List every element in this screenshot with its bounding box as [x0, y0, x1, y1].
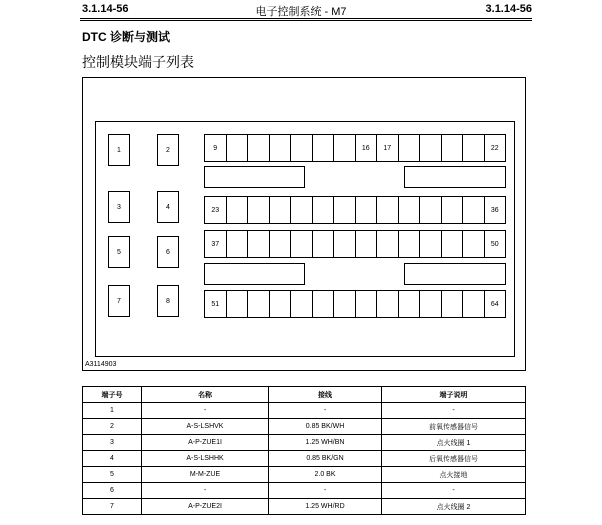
cell-name: -: [142, 403, 269, 419]
pin-cell: [442, 197, 464, 223]
pin-cell: [356, 231, 378, 257]
pin-cell: [442, 231, 464, 257]
pin-cell: [399, 197, 421, 223]
terminal-table: [82, 386, 526, 515]
pin-row-23-36: [204, 196, 506, 224]
table-header-row: [83, 387, 526, 403]
pin-22: 22: [490, 144, 499, 152]
col-header-terminal: 端子号: [83, 387, 142, 403]
pin-cell: [420, 291, 442, 317]
connector-figure: [82, 77, 526, 371]
cell-description: -: [382, 403, 526, 419]
keying-rib-right-upper: [404, 166, 506, 188]
cell-description: 点火线圈 2: [382, 499, 526, 515]
cell-description: -: [382, 483, 526, 499]
pin-1: 1: [108, 134, 130, 166]
pin-cell: [227, 231, 249, 257]
cell-name: A-P-ZUE1I: [142, 435, 269, 451]
cell-name: A-S-LSHHK: [142, 451, 269, 467]
pin-cell: [399, 291, 421, 317]
cell-wire: 1.25 WH/RD: [269, 499, 382, 515]
pin-cell: [399, 231, 421, 257]
pin-64: 64: [490, 300, 499, 308]
pin-cell: [377, 291, 399, 317]
pin-cell: [291, 135, 313, 161]
pin-cell: [313, 135, 335, 161]
cell-name: A-P-ZUE2I: [142, 499, 269, 515]
pin-6: 6: [157, 236, 179, 268]
pin-cell: [334, 197, 356, 223]
figure-title: 控制模块端子列表: [82, 55, 194, 71]
pin-row-9-22: [204, 134, 506, 162]
pin-cell: [270, 197, 292, 223]
pin-cell: [313, 291, 335, 317]
cell-wire: 0.85 BK/GN: [269, 451, 382, 467]
cell-wire: -: [269, 483, 382, 499]
cell-wire: 2.0 BK: [269, 467, 382, 483]
cell-terminal: 4: [83, 451, 142, 467]
header-rule-2: [80, 20, 532, 21]
table-row: [83, 499, 526, 515]
cell-description: 点火接地: [382, 467, 526, 483]
pin-cell: [420, 231, 442, 257]
table-row: [83, 419, 526, 435]
page-number-right: 3.1.14-56: [485, 3, 532, 15]
cell-terminal: 2: [83, 419, 142, 435]
table-row: [83, 403, 526, 419]
cell-description: 后氧传感器信号: [382, 451, 526, 467]
pin-cell: [442, 135, 464, 161]
table-row: [83, 483, 526, 499]
pin-8: 8: [157, 285, 179, 317]
pin-cell: [377, 231, 399, 257]
pin-cell: [248, 291, 270, 317]
header-rule: [80, 18, 532, 19]
pin-5: 5: [108, 236, 130, 268]
keying-rib-left-upper: [204, 166, 305, 188]
pin-cell: [248, 135, 270, 161]
pin-cell: [463, 231, 485, 257]
pin-cell: [463, 197, 485, 223]
pin-cell: [420, 135, 442, 161]
table-row: [83, 435, 526, 451]
table-row: [83, 451, 526, 467]
pin-17: 17: [377, 135, 399, 161]
pin-cell: [270, 291, 292, 317]
cell-name: A-S-LSHVK: [142, 419, 269, 435]
chapter-title: 电子控制系统 - M7: [255, 6, 347, 18]
pin-cell: [291, 197, 313, 223]
pin-23: 23: [205, 197, 227, 223]
cell-description: 点火线圈 1: [382, 435, 526, 451]
pin-4: 4: [157, 191, 179, 223]
pin-cell: [291, 231, 313, 257]
pin-51: 51: [205, 291, 227, 317]
col-header-wire: 接线: [269, 387, 382, 403]
pin-cell: [313, 231, 335, 257]
pin-cell: [356, 291, 378, 317]
pin-cell: [270, 135, 292, 161]
cell-terminal: 3: [83, 435, 142, 451]
pin-7: 7: [108, 285, 130, 317]
cell-name: -: [142, 483, 269, 499]
pin-16: 16: [356, 135, 378, 161]
cell-wire: 1.25 WH/BN: [269, 435, 382, 451]
pin-36: 36: [490, 206, 499, 214]
pin-cell: [463, 291, 485, 317]
pin-cell: [270, 231, 292, 257]
pin-cell: [420, 197, 442, 223]
connector-outline: [95, 121, 515, 357]
cell-terminal: 1: [83, 403, 142, 419]
keying-rib-left-lower: [204, 263, 305, 285]
section-title: DTC 诊断与测试: [82, 30, 170, 44]
figure-caption: A3114903: [85, 361, 117, 368]
pin-cell: [377, 197, 399, 223]
pin-cell: [248, 231, 270, 257]
page-number-left: 3.1.14-56: [82, 3, 129, 15]
pin-cell: [227, 291, 249, 317]
cell-name: M-M-ZUE: [142, 467, 269, 483]
pin-3: 3: [108, 191, 130, 223]
pin-cell: [442, 291, 464, 317]
pin-cell: [227, 197, 249, 223]
pin-cell: [463, 135, 485, 161]
pin-cell: [334, 135, 356, 161]
pin-cell: [248, 197, 270, 223]
pin-50: 50: [490, 240, 499, 248]
col-header-name: 名称: [142, 387, 269, 403]
pin-2: 2: [157, 134, 179, 166]
pin-row-51-64: [204, 290, 506, 318]
cell-terminal: 5: [83, 467, 142, 483]
pin-37: 37: [205, 231, 227, 257]
pin-cell: [399, 135, 421, 161]
cell-wire: 0.85 BK/WH: [269, 419, 382, 435]
cell-terminal: 6: [83, 483, 142, 499]
pin-9: 9: [205, 135, 227, 161]
cell-wire: -: [269, 403, 382, 419]
pin-cell: [313, 197, 335, 223]
cell-terminal: 7: [83, 499, 142, 515]
pin-cell: [334, 291, 356, 317]
pin-row-37-50: [204, 230, 506, 258]
table-row: [83, 467, 526, 483]
pin-cell: [356, 197, 378, 223]
col-header-description: 端子说明: [382, 387, 526, 403]
cell-description: 前氧传感器信号: [382, 419, 526, 435]
pin-cell: [227, 135, 249, 161]
keying-rib-right-lower: [404, 263, 506, 285]
pin-cell: [334, 231, 356, 257]
pin-cell: [291, 291, 313, 317]
